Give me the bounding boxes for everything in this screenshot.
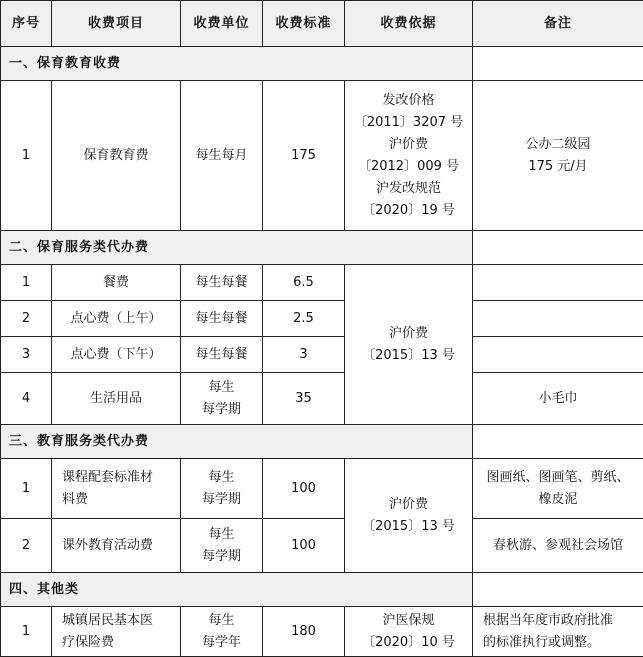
row-basis bbox=[345, 459, 473, 573]
row-basis bbox=[345, 265, 473, 425]
note-line: 图画纸、图画笔、剪纸、 bbox=[473, 467, 643, 489]
basis-line: 〔2015〕13 号 bbox=[345, 345, 472, 367]
unit-line: 每学期 bbox=[181, 546, 262, 568]
row-basis bbox=[345, 81, 473, 231]
row-item: 保育教育费 bbox=[52, 81, 181, 231]
table-row bbox=[1, 373, 643, 425]
note-line: 的标准执行或调整。 bbox=[483, 632, 643, 654]
row-seq: 2 bbox=[1, 519, 52, 573]
basis-line: 发改价格 bbox=[345, 90, 472, 112]
table-header-row bbox=[1, 1, 643, 47]
section-note-cell bbox=[473, 47, 643, 81]
basis-line: 沪价费 bbox=[345, 134, 472, 156]
row-note bbox=[473, 81, 643, 231]
note-line: 根据当年度市政府批准 bbox=[483, 610, 643, 632]
row-seq: 1 bbox=[1, 607, 52, 657]
section-row bbox=[1, 425, 643, 459]
row-seq: 4 bbox=[1, 373, 52, 425]
row-standard: 100 bbox=[263, 519, 345, 573]
item-line: 料费 bbox=[62, 489, 180, 511]
row-note bbox=[473, 607, 643, 657]
row-basis bbox=[345, 607, 473, 657]
row-item: 餐费 bbox=[52, 265, 181, 301]
table-row bbox=[1, 265, 643, 301]
unit-line: 每学期 bbox=[181, 399, 262, 421]
item-line: 课外教育活动费 bbox=[62, 535, 180, 557]
table-row bbox=[1, 519, 643, 573]
row-note bbox=[473, 265, 643, 301]
unit-line: 每生 bbox=[181, 524, 262, 546]
row-note bbox=[473, 301, 643, 337]
note-line: 175 元/月 bbox=[473, 156, 643, 178]
row-standard: 2.5 bbox=[263, 301, 345, 337]
row-standard: 6.5 bbox=[263, 265, 345, 301]
row-item bbox=[52, 519, 181, 573]
row-seq: 1 bbox=[1, 81, 52, 231]
basis-line: 〔2012〕009 号 bbox=[345, 156, 472, 178]
row-unit bbox=[181, 519, 263, 573]
table-row bbox=[1, 337, 643, 373]
item-line: 城镇居民基本医 bbox=[62, 610, 180, 632]
basis-line: 沪价费 bbox=[345, 323, 472, 345]
row-item: 生活用品 bbox=[52, 373, 181, 425]
note-line: 橡皮泥 bbox=[473, 489, 643, 511]
section-title: 四、其他类 bbox=[1, 573, 473, 607]
note-line: 公办二级园 bbox=[473, 134, 643, 156]
row-seq: 1 bbox=[1, 459, 52, 519]
row-standard: 175 bbox=[263, 81, 345, 231]
header-seq: 序号 bbox=[1, 1, 52, 47]
basis-line: 沪发改规范 bbox=[345, 178, 472, 200]
row-unit: 每生每餐 bbox=[181, 265, 263, 301]
basis-line: 〔2020〕10 号 bbox=[345, 632, 472, 654]
row-unit: 每生每餐 bbox=[181, 301, 263, 337]
basis-line: 沪价费 bbox=[345, 494, 472, 516]
row-standard: 35 bbox=[263, 373, 345, 425]
unit-line: 每生 bbox=[181, 610, 262, 632]
row-note bbox=[473, 337, 643, 373]
section-title: 一、保育教育收费 bbox=[1, 47, 473, 81]
item-line: 疗保险费 bbox=[62, 632, 180, 654]
note-line: 春秋游、参观社会场馆 bbox=[473, 535, 643, 557]
row-note: 小毛巾 bbox=[473, 373, 643, 425]
basis-line: 沪医保规 bbox=[345, 610, 472, 632]
row-note bbox=[473, 519, 643, 573]
header-basis: 收费依据 bbox=[345, 1, 473, 47]
row-seq: 1 bbox=[1, 265, 52, 301]
row-item bbox=[52, 459, 181, 519]
row-unit: 每生每餐 bbox=[181, 337, 263, 373]
row-standard: 3 bbox=[263, 337, 345, 373]
unit-line: 每学年 bbox=[181, 632, 262, 654]
unit-line: 每生 bbox=[181, 467, 262, 489]
header-item: 收费项目 bbox=[52, 1, 181, 47]
table-row bbox=[1, 301, 643, 337]
header-standard: 收费标准 bbox=[263, 1, 345, 47]
section-row bbox=[1, 47, 643, 81]
table-row bbox=[1, 81, 643, 231]
basis-line: 〔2011〕3207 号 bbox=[345, 112, 472, 134]
row-unit bbox=[181, 373, 263, 425]
section-title: 二、保育服务类代办费 bbox=[1, 231, 473, 265]
row-seq: 3 bbox=[1, 337, 52, 373]
row-item: 点心费（下午） bbox=[52, 337, 181, 373]
unit-line: 每学期 bbox=[181, 489, 262, 511]
row-unit: 每生每月 bbox=[181, 81, 263, 231]
section-note-cell bbox=[473, 231, 643, 265]
unit-line: 每生 bbox=[181, 377, 262, 399]
row-note bbox=[473, 459, 643, 519]
section-row bbox=[1, 573, 643, 607]
row-standard: 180 bbox=[263, 607, 345, 657]
table-row bbox=[1, 459, 643, 519]
row-seq: 2 bbox=[1, 301, 52, 337]
table-row bbox=[1, 607, 643, 657]
basis-line: 〔2020〕19 号 bbox=[345, 200, 472, 222]
row-unit bbox=[181, 607, 263, 657]
section-note-cell bbox=[473, 573, 643, 607]
row-item bbox=[52, 607, 181, 657]
row-standard: 100 bbox=[263, 459, 345, 519]
row-item: 点心费（上午） bbox=[52, 301, 181, 337]
basis-line: 〔2015〕13 号 bbox=[345, 516, 472, 538]
section-note-cell bbox=[473, 425, 643, 459]
header-note: 备注 bbox=[473, 1, 643, 47]
row-unit bbox=[181, 459, 263, 519]
section-title: 三、教育服务类代办费 bbox=[1, 425, 473, 459]
section-row bbox=[1, 231, 643, 265]
header-unit: 收费单位 bbox=[181, 1, 263, 47]
item-line: 课程配套标准材 bbox=[62, 467, 180, 489]
